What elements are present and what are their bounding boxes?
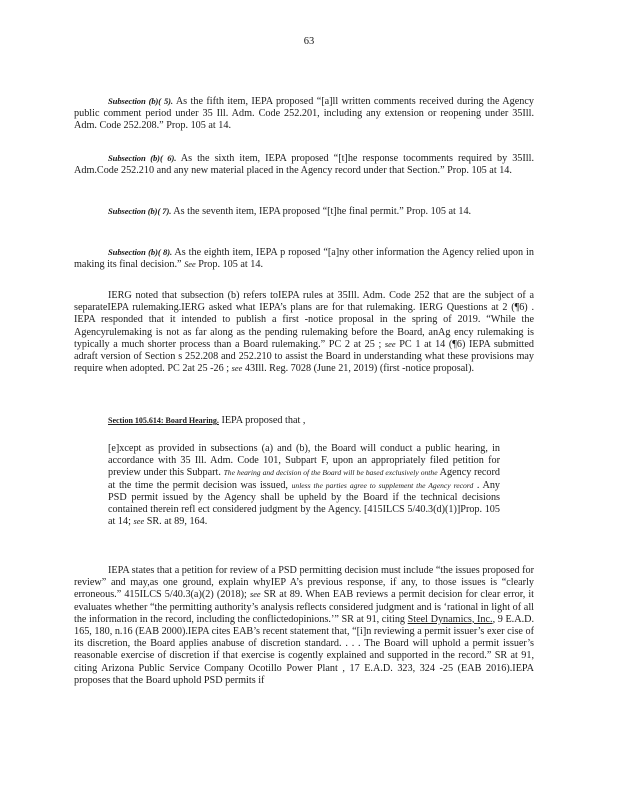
- paragraph-text: Prop. 105 at 14.: [198, 259, 264, 271]
- citation-signal: see: [384, 339, 396, 349]
- subsection-label: Subsection (b)( 8).: [108, 247, 173, 257]
- paragraph-subsection-b5: [74, 95, 534, 133]
- paragraph-text: , 9 E.A.D. 165, 180, n.16 (EAB 2000).IEPA cites EAB’s recent statement that, “[i]n reviewing a permit issuer’s exer cise of its discretion, the Board applies anabuse of discretion standard. . . . The Board will uphold a permit issuer’s reasonable exercise of discretion if that exercise is cogently explained and supported in the record.” SR at 91, citing Arizona Public Service Company Ocotillo Power Plant , 17 E.A.D. 323, 324 -25 (EAB 2016).IEPA proposes that the Board uphold PSD permits if: [74, 613, 535, 686]
- case-name: Steel Dynamics, Inc.: [407, 613, 493, 625]
- quote-text: unless the parties agree to supplement the Agency record: [291, 480, 474, 490]
- subsection-label: Subsection (b)( 7).: [108, 206, 172, 216]
- quote-text: . Any PSD permit issued by the Agency shall be upheld by the Board if the technical decisions contained therein refl ect considered judgment by the Agency. [415ILCS 5/40.3(d)(1)]Prop. 105 at 14;: [108, 479, 501, 528]
- subsection-label: Subsection (b)( 5).: [108, 96, 173, 106]
- paragraph-subsection-b8: [74, 246, 534, 271]
- section-intro: IEPA proposed that ,: [221, 415, 306, 426]
- section-heading: Section 105.614: Board Hearing.: [108, 416, 219, 425]
- paragraph-text: As the sixth item, IEPA proposed “[t]he response tocomments required by 35Ill. Adm.Code 252.210 and any new material placed in the Agency record under that Section.” Prop. 105 at 14.: [74, 153, 534, 177]
- quote-text: SR. at 89, 164.: [146, 516, 208, 528]
- paragraph-subsection-b6: [74, 152, 534, 177]
- citation-signal: See: [184, 260, 196, 270]
- paragraph-text: As the fifth item, IEPA proposed “[a]ll written comments received during the Agency public comment period under 35 Ill. Adm. Code 252.201, including any extension or reopening under 35Ill. Adm. Code 252.208.” Prop. 105 at 14.: [74, 96, 534, 132]
- paragraph-text: PC 1 at 14 (¶6) IEPA submitted adraft version of Section s 252.208 and 252.210 to assist the Board in understanding what these provisions may require when adopted. PC 2at 25 -26 ;: [74, 338, 534, 375]
- citation-signal: see: [133, 517, 145, 527]
- quote-text: The hearing and decision of the Board will be based exclusively onthe: [223, 468, 438, 478]
- paragraph-text: 43Ill. Reg. 7028 (June 21, 2019) (first -notice proposal).: [244, 363, 475, 375]
- paragraph-text: As the eighth item, IEPA p roposed “[a]ny other information the Agency relied upon in making its final decision.”: [74, 247, 534, 271]
- paragraph-text: IEPA states that a petition for review of a PSD permitting decision must include “the issues proposed for review” and may,as one ground, explain whyIEP A’s previous response, if any, to those issues is “clearly erroneous.” 415ILCS 5/40.3(a)(2) (2018);: [74, 565, 535, 601]
- paragraph-text: SR at 89. When EAB reviews a permit decision for clear error, it evaluates whether “the permitting authority’s analysis reflects considered judgment and is ‘rational in light of all the information in the record, including the conflictedopinions.’” SR at 91, citing: [74, 589, 535, 625]
- page-number: 63: [303, 36, 315, 47]
- paragraph-text: As the seventh item, IEPA proposed “[t]he final permit.” Prop. 105 at 14.: [173, 206, 472, 217]
- paragraph-review-standard: [74, 565, 534, 687]
- paragraph-subsection-b7: [74, 205, 534, 218]
- subsection-label: Subsection (b)( 6).: [108, 153, 177, 163]
- section-heading-paragraph: [74, 415, 534, 427]
- citation-signal: see: [249, 590, 261, 600]
- block-quote: [108, 443, 500, 528]
- paragraph-text: IERG noted that subsection (b) refers toIEPA rules at 35Ill. Adm. Code 252 that are the subject of a separateIEPA rulemaking.IERG asked what IEPA’s plans are for that rulemaking. IERG Questions at 2 (¶6) . IEPA responded that it intended to publish a first -notice proposal in the spring of 2019. “While the Agencyrulemaking is not as far along as the pending rulemaking before the Board, anAg ency rulemaking is typically a much shorter process than a Board rulemaking.” PC 2 at 25 ;: [74, 290, 534, 350]
- citation-signal: see: [231, 364, 243, 374]
- paragraph-ierg: [74, 290, 534, 375]
- quote-text: [e]xcept as provided in subsections (a) and (b), the Board will conduct a public hearing, in accordance with 35 Ill. Adm. Code 101, Subpart F, upon an appropriately filed petition for preview under this Subpart.: [108, 443, 500, 479]
- quote-text: Agency record at the time the permit decision was issued,: [108, 467, 501, 491]
